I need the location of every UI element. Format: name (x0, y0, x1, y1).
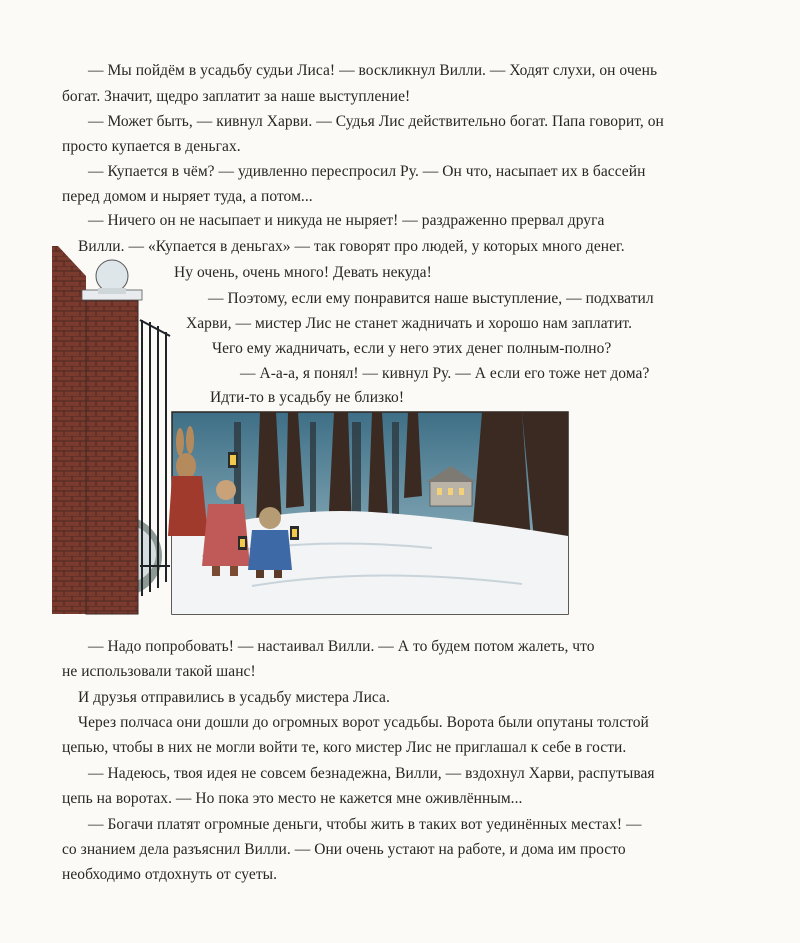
text-line: — Купается в чём? — удивленно переспросил Ру. — Он что, насыпает их в бассейн (88, 163, 646, 180)
text-line: — Может быть, — кивнул Харви. — Судья Лис действительно богат. Папа говорит, он (88, 113, 664, 130)
text-line: — Мы пойдём в усадьбу судьи Лиса! — воскликнул Вилли. — Ходят слухи, он очень (88, 62, 658, 79)
text-line: Вилли. — «Купается в деньгах» — так говорят про людей, у которых много денег. (78, 238, 625, 255)
text-line: со знанием дела разъяснил Вилли. — Они очень устают на работе, и дома им просто (62, 841, 626, 858)
text-line: не использовали такой шанс! (62, 663, 256, 680)
text-line: Идти-то в усадьбу не близко! (210, 389, 405, 406)
text-line: цепью, чтобы в них не могли войти те, кого мистер Лис не приглашал к себе в гости. (62, 739, 627, 756)
text-line: цепь на воротах. — Но пока это место не кажется мне оживлённым... (62, 790, 523, 807)
text-line: просто купается в деньгах. (62, 138, 241, 155)
text-line: перед домом и ныряет туда, а потом... (62, 188, 313, 205)
text-line: И друзья отправились в усадьбу мистера Лиса. (78, 689, 390, 706)
text-line: Чего ему жадничать, если у него этих денег полным-полно? (212, 340, 612, 357)
text-line: Ну очень, очень много! Девать некуда! (174, 264, 432, 281)
text-line: — А-а-а, я понял! — кивнул Ру. — А если его тоже нет дома? (240, 365, 650, 382)
forest-scene (82, 412, 568, 614)
text-line: Харви, — мистер Лис не станет жадничать и хорошо нам заплатит. (186, 315, 632, 332)
text-line: Через полчаса они дошли до огромных ворот усадьбы. Ворота были опутаны толстой (78, 714, 649, 731)
text-line: — Надо попробовать! — настаивал Вилли. — А то будем потом жалеть, что (88, 638, 595, 655)
text-line: — Ничего он не насыпает и никуда не ныряет! — раздраженно прервал друга (88, 212, 605, 229)
brick-wall (52, 246, 142, 614)
text-line: — Поэтому, если ему понравится наше выступление, — подхватил (208, 290, 654, 307)
text-line: — Надеюсь, твоя идея не совсем безнадежна, Вилли, — вздохнул Харви, распутывая (88, 765, 655, 782)
illustration (52, 236, 572, 618)
text-line: необходимо отдохнуть от суеты. (62, 866, 278, 883)
text-line: богат. Значит, щедро заплатит за наше выступление! (62, 88, 411, 105)
text-line: — Богачи платят огромные деньги, чтобы жить в таких вот уединённых местах! — (88, 816, 642, 833)
